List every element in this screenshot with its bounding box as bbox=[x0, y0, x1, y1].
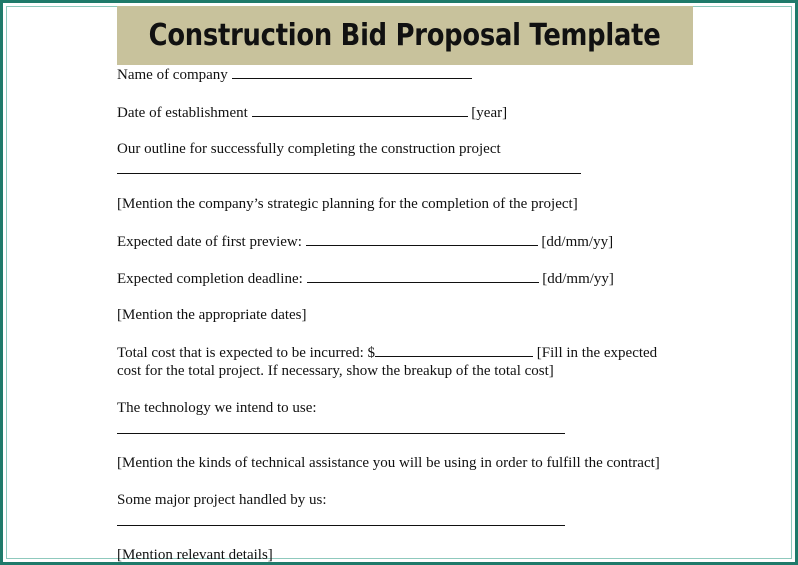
projects-blank[interactable] bbox=[117, 525, 565, 526]
completion-row bbox=[117, 269, 614, 288]
technology-label: The technology we intend to use: bbox=[117, 400, 317, 416]
completion-suffix: [dd/mm/yy] bbox=[542, 271, 614, 287]
completion-blank[interactable] bbox=[307, 269, 539, 283]
outline-label: Our outline for successfully completing the construction project bbox=[117, 141, 501, 157]
total-cost-continuation: cost for the total project. If necessary, show the breakup of the total cost] bbox=[117, 363, 554, 379]
projects-note: [Mention relevant details] bbox=[117, 547, 273, 563]
completion-label: Expected completion deadline: bbox=[117, 271, 303, 287]
total-cost-suffix: [Fill in the expected bbox=[536, 345, 658, 361]
total-cost-blank[interactable] bbox=[375, 343, 533, 357]
dates-note: [Mention the appropriate dates] bbox=[117, 307, 307, 323]
first-preview-suffix: [dd/mm/yy] bbox=[541, 234, 614, 250]
establishment-suffix: [year] bbox=[471, 105, 508, 121]
first-preview-blank[interactable] bbox=[306, 232, 538, 246]
company-name-row bbox=[117, 65, 472, 84]
page-title: Construction Bid Proposal Template bbox=[149, 18, 661, 53]
company-name-label: Name of company bbox=[117, 67, 228, 83]
company-name-blank[interactable] bbox=[232, 65, 472, 79]
total-cost-label: Total cost that is expected to be incurred: $ bbox=[117, 345, 376, 361]
establishment-row bbox=[117, 103, 507, 122]
projects-label: Some major project handled by us: bbox=[117, 492, 327, 508]
title-banner bbox=[117, 6, 693, 65]
technical-note: [Mention the kinds of technical assistance you will be using in order to fulfill the contract] bbox=[117, 455, 660, 471]
establishment-label: Date of establishment bbox=[117, 105, 248, 121]
outline-blank[interactable] bbox=[117, 173, 581, 174]
first-preview-row bbox=[117, 232, 613, 251]
strategic-note: [Mention the company’s strategic planning for the completion of the project] bbox=[117, 196, 578, 212]
establishment-blank[interactable] bbox=[252, 103, 468, 117]
first-preview-label: Expected date of first preview: bbox=[117, 234, 302, 250]
technology-blank[interactable] bbox=[117, 433, 565, 434]
total-cost-row bbox=[117, 343, 657, 362]
